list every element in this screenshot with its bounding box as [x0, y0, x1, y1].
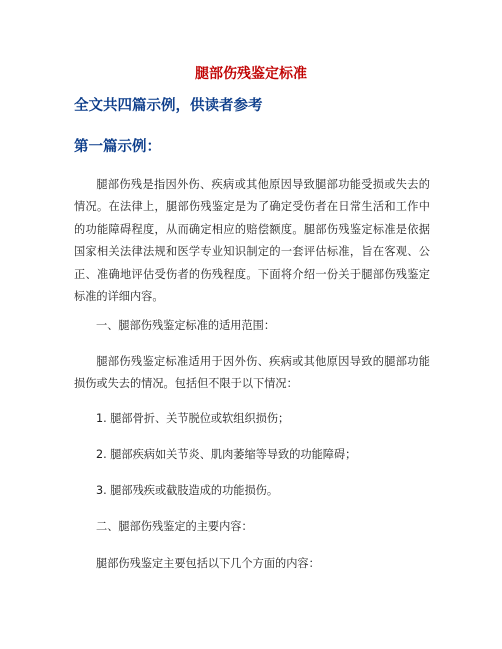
section-heading: 第一篇示例： — [74, 139, 161, 155]
list-item: 3. 腿部残疾或截肢造成的功能损伤。 — [96, 484, 279, 497]
document-title: 腿部伤残鉴定标准 — [195, 66, 307, 82]
document-subtitle: 全文共四篇示例，供读者参考 — [74, 98, 263, 114]
list-item: 1. 腿部骨折、关节脱位或软组织损伤； — [96, 412, 290, 425]
content-paragraph: 腿部伤残鉴定主要包括以下几个方面的内容： — [96, 557, 320, 570]
list-item: 2. 腿部疾病如关节炎、肌肉萎缩等导致的功能障碍； — [96, 448, 357, 461]
scope-heading: 一、腿部伤残鉴定标准的适用范围： — [96, 319, 276, 332]
content-heading: 二、腿部伤残鉴定的主要内容： — [96, 520, 253, 533]
scope-paragraph: 腿部伤残鉴定标准适用于因外伤、疾病或其他原因导致的腿部功能损伤或失去的情况。包括但不限于以下情况： — [74, 355, 430, 391]
intro-paragraph: 腿部伤残是指因外伤、疾病或其他原因导致腿部功能受损或失去的情况。在法律上，腿部伤残鉴定是为了确定受伤者在日常生活和工作中的功能障碍程度，从而确定相应的赔偿额度。腿部伤残鉴定标准是依据国家相关法律法规和医学专业知识制定的一套评估标准，旨在客观、公正、准确地评估受伤者的伤残程度。下面将介绍一份关于腿部伤残鉴定标准的详细内容。 — [74, 178, 430, 304]
